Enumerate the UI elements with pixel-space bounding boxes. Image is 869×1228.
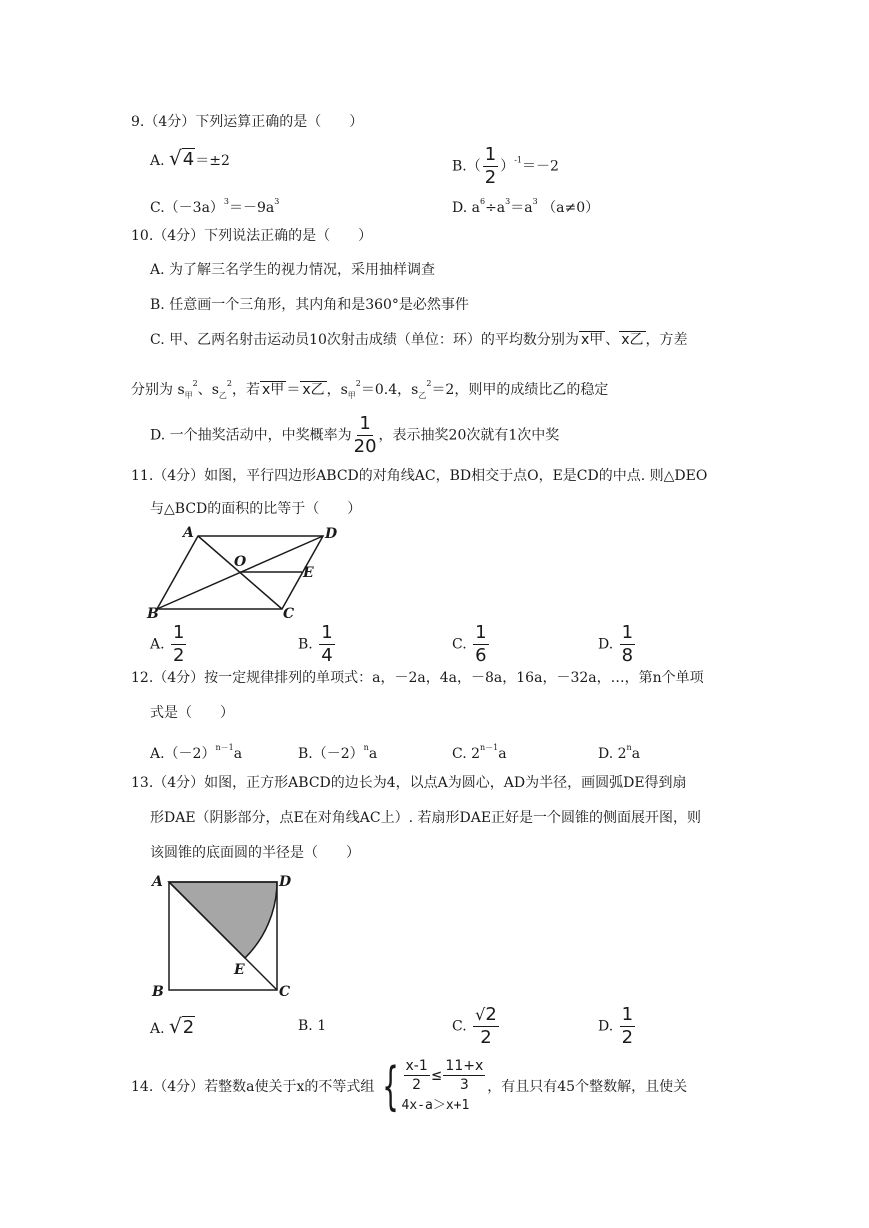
q10-option-c-line2: 分别为 $s_甲^2$、$s_乙^2$，若 x甲 ＝ x乙 ，$s_甲^2=0.4$，$s_乙^2=2$，则甲的成绩比乙的稳定 bbox=[131, 379, 609, 400]
q10-stem: 10.（4分）下列说法正确的是（ ） bbox=[131, 228, 373, 244]
q11-option-b: B. $\frac{1}{4}$ bbox=[298, 622, 333, 666]
label-b: B bbox=[147, 606, 159, 622]
q10-option-d: D. 一个抽奖活动中，中奖概率为 $\frac{1}{20}$ ，表示抽奖20次就有1次中奖 bbox=[150, 413, 560, 457]
q13-option-a: A. √2 bbox=[150, 1014, 195, 1038]
q13-option-b: B. 1 bbox=[298, 1018, 327, 1034]
label-e: E bbox=[234, 962, 245, 978]
sqrt-symbol: √ bbox=[169, 1014, 182, 1038]
sqrt-symbol: √ bbox=[475, 1005, 486, 1024]
q10-option-b: B. 任意画一个三角形，其内角和是360°是必然事件 bbox=[150, 297, 469, 313]
q9-option-a: A. √4＝±2 bbox=[150, 146, 230, 170]
square-sector-figure bbox=[148, 868, 298, 1003]
q9-option-d: D. $a^6\div a^3=a^3$ （a≠0） bbox=[452, 197, 600, 216]
q11-stem-line2: 与△BCD的面积的比等于（ ） bbox=[150, 501, 362, 517]
label-c: C bbox=[279, 984, 291, 1000]
q12-option-d: D. 2$^n$a bbox=[598, 743, 641, 762]
q12-option-c: C. $2^{n-1}a$ bbox=[452, 743, 507, 762]
q13-stem-line1: 13.（4分）如图，正方形ABCD的边长为4，以点A为圆心，AD为半径，画圆弧DE得到扇 bbox=[131, 775, 687, 791]
label-a: A bbox=[152, 874, 163, 890]
q11-option-c: C. $\frac{1}{6}$ bbox=[452, 622, 487, 666]
label-a: A bbox=[183, 525, 194, 541]
q13-stem-line3: 该圆锥的底面圆的半径是（ ） bbox=[150, 845, 360, 861]
sqrt-symbol: √ bbox=[169, 146, 182, 170]
label-d: D bbox=[279, 874, 292, 890]
q12-option-a: $A.(-2)^{n-1}a$ bbox=[150, 743, 243, 762]
inequality-system: $\frac{x-1}{2}$ ≤ $\frac{11+x}{3}$ 4x-a＞x+1 bbox=[401, 1057, 484, 1113]
q11-option-d: D. $\frac{1}{8}$ bbox=[598, 622, 634, 666]
q9-option-b: B.（ $\frac{1}{2}$ ）$^{-1}$＝－2 bbox=[452, 144, 559, 188]
q12-stem-line1: 12.（4分）按一定规律排列的单项式：a，－2a，4a，－8a，16a，－32a，…，第n个单项 bbox=[131, 670, 704, 686]
label-e: E bbox=[303, 565, 314, 581]
q12-stem-line2: 式是（ ） bbox=[150, 705, 234, 721]
label-b: B bbox=[152, 984, 164, 1000]
q13-option-c: C. $\frac{√2}{2}$ bbox=[452, 1004, 497, 1048]
q11-option-a: A. $\frac{1}{2}$ bbox=[150, 622, 185, 666]
q9-stem: 9.（4分）下列运算正确的是（ ） bbox=[131, 114, 364, 130]
label-c: C bbox=[283, 606, 295, 622]
q13-stem-line2: 形DAE（阴影部分，点E在对角线AC上）. 若扇形DAE正好是一个圆锥的侧面展开图，则 bbox=[150, 810, 702, 826]
q10-option-c-line1: C. 甲、乙两名射击运动员10次射击成绩（单位：环）的平均数分别为 x甲 、 x乙 ，方差 bbox=[150, 332, 688, 348]
q12-option-b: $B.(-2)^na$ bbox=[298, 743, 378, 762]
q9-option-c: $C.(-3a)^3=-9a^3$ bbox=[150, 197, 280, 216]
q10-option-a: A. 为了解三名学生的视力情况，采用抽样调查 bbox=[150, 262, 436, 278]
left-brace-symbol: { bbox=[382, 1057, 400, 1117]
sector-dae bbox=[169, 882, 277, 958]
q14-stem: 14.（4分）若整数a使关于x的不等式组 { $\frac{x-1}{2}$ ≤ $\frac{11+x}{3}$ 4x-a＞x+1 ，有且只有45个整数解，且使关 bbox=[131, 1057, 688, 1117]
parallelogram-figure bbox=[145, 522, 345, 622]
label-o: O bbox=[234, 554, 247, 570]
q13-option-d: D. $\frac{1}{2}$ bbox=[598, 1004, 634, 1048]
label-d: D bbox=[325, 526, 338, 542]
q11-stem-line1: 11.（4分）如图，平行四边形ABCD的对角线AC，BD相交于点O，E是CD的中点. 则△DEO bbox=[131, 468, 708, 484]
